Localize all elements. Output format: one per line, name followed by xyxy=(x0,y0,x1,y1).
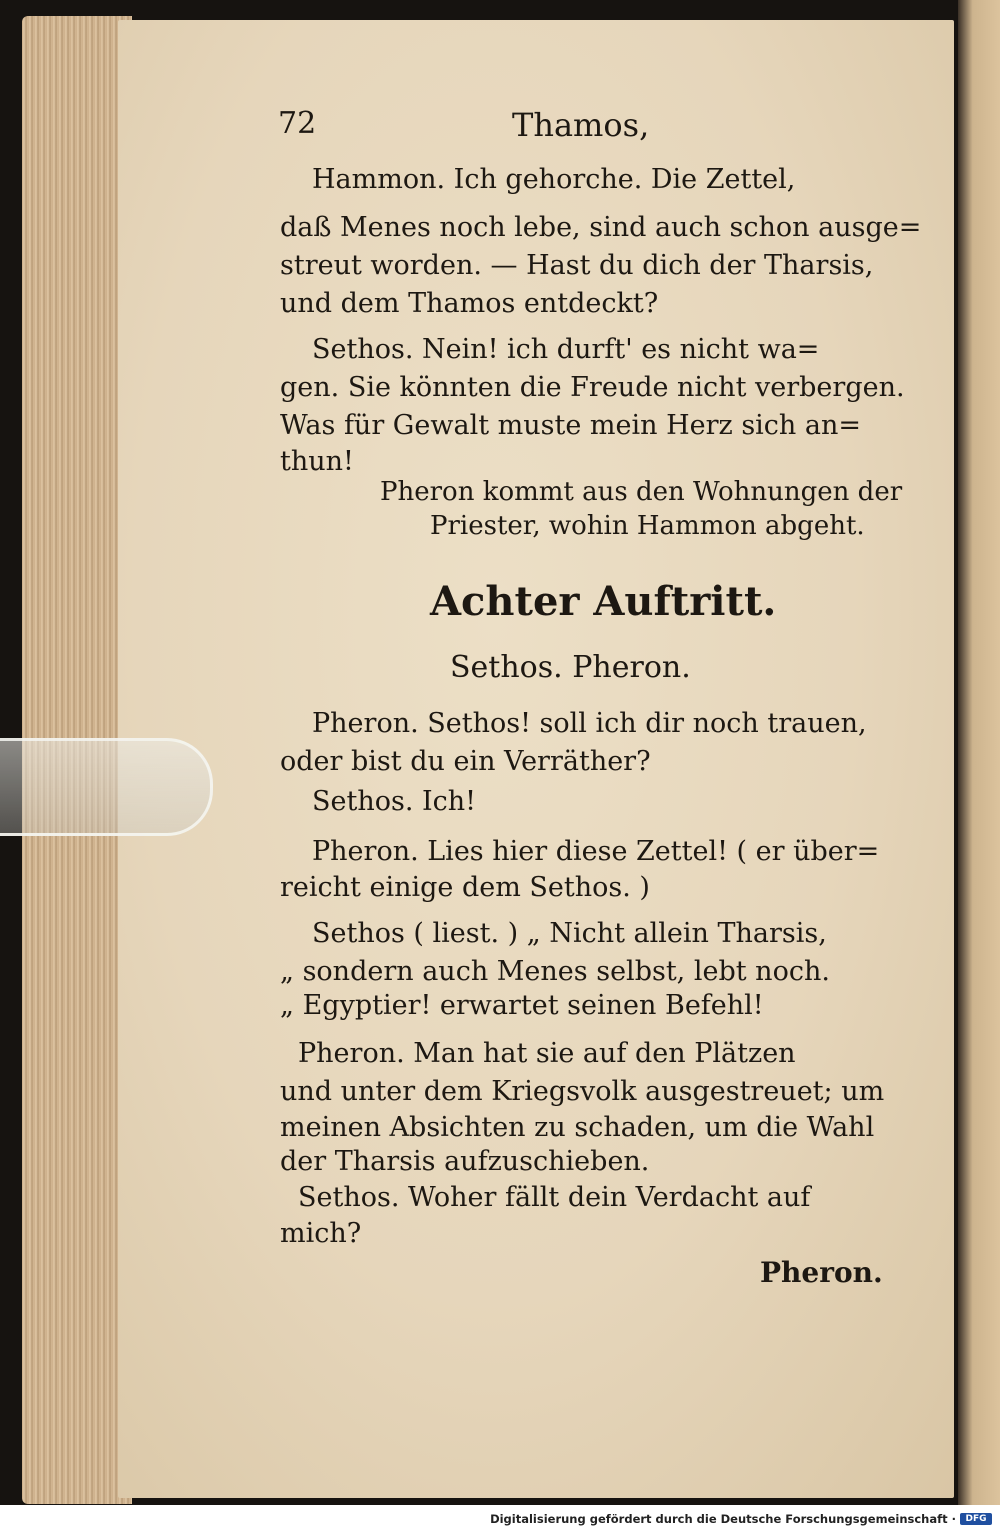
page-number: 72 xyxy=(278,106,317,141)
text-line: und unter dem Kriegsvolk ausgestreuet; um xyxy=(280,1076,885,1107)
text-line: Sethos. Nein! ich durft' es nicht wa= xyxy=(312,334,820,365)
text-line: Was für Gewalt muste mein Herz sich an= xyxy=(280,410,862,441)
dfg-logo-icon: DFG xyxy=(960,1513,992,1525)
text-line: Sethos. Woher fällt dein Verdacht auf xyxy=(298,1182,811,1213)
text-line: „ sondern auch Menes selbst, lebt noch. xyxy=(280,956,830,987)
text-line: thun! xyxy=(280,446,354,477)
scene-title: Achter Auftritt. xyxy=(430,578,777,625)
footer-bar xyxy=(0,1505,1000,1533)
text-line: daß Menes noch lebe, sind auch schon ausge= xyxy=(280,212,922,243)
text-line: Pheron. Man hat sie auf den Plätzen xyxy=(298,1038,796,1069)
stage-direction: Priester, wohin Hammon abgeht. xyxy=(430,511,865,541)
stage-direction: Pheron kommt aus den Wohnungen der xyxy=(380,477,903,507)
text-line: Sethos. Ich! xyxy=(312,786,477,817)
text-line: Pheron. Lies hier diese Zettel! ( er über= xyxy=(312,836,880,867)
text-line: gen. Sie könnten die Freude nicht verbergen. xyxy=(280,372,905,403)
running-head: Thamos, xyxy=(512,106,650,144)
text-line: mich? xyxy=(280,1218,362,1249)
text-line: reicht einige dem Sethos. ) xyxy=(280,872,650,903)
funding-credit: Digitalisierung gefördert durch die Deutsche Forschungsgemeinschaft · xyxy=(490,1512,956,1526)
text-line: Sethos ( liest. ) „ Nicht allein Tharsis, xyxy=(312,918,827,949)
text-line: streut worden. — Hast du dich der Tharsis, xyxy=(280,250,874,281)
text-line: und dem Thamos entdeckt? xyxy=(280,288,659,319)
text-line: der Tharsis aufzuschieben. xyxy=(280,1146,650,1177)
text-line: Pheron. Sethos! soll ich dir noch trauen, xyxy=(312,708,867,739)
text-line: meinen Absichten zu schaden, um die Wahl xyxy=(280,1112,875,1143)
text-line: oder bist du ein Verräther? xyxy=(280,746,651,777)
text-line: „ Egyptier! erwartet seinen Befehl! xyxy=(280,990,764,1021)
page-clamp xyxy=(0,738,213,836)
text-line: Hammon. Ich gehorche. Die Zettel, xyxy=(312,164,796,195)
scene-cast: Sethos. Pheron. xyxy=(450,650,691,685)
catchword: Pheron. xyxy=(760,1256,883,1289)
